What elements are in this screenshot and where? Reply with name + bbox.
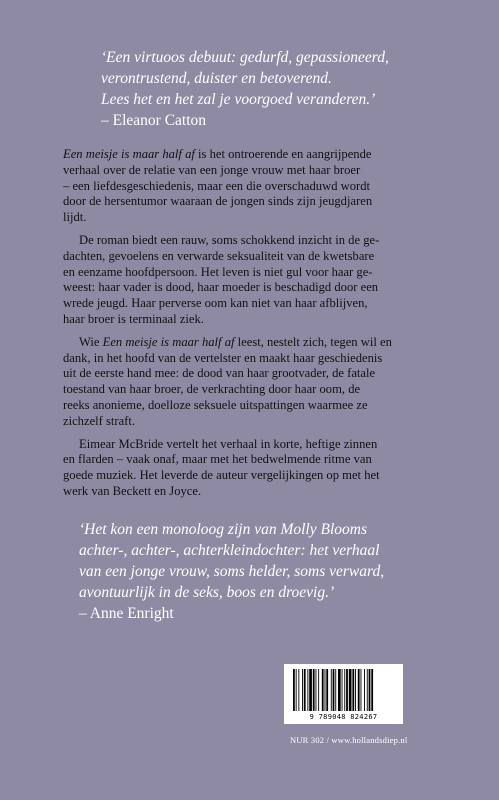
- quote-attribution: – Eleanor Catton: [101, 112, 207, 129]
- barcode-bar: [296, 669, 297, 711]
- publisher-footer: NUR 302 / www.hollandsdiep.nl: [290, 735, 408, 745]
- barcode-bar: [338, 669, 341, 711]
- top-review-quote: [101, 47, 389, 131]
- barcode-bar: [355, 669, 356, 711]
- blurb-line: werk van Beckett en Joyce.: [63, 483, 202, 498]
- barcode-bar: [304, 669, 306, 711]
- barcode-bar: [331, 669, 332, 711]
- blurb-line: Wie: [79, 334, 103, 349]
- barcode-bar: [313, 669, 315, 711]
- quote-line: ‘Het kon een monoloog zijn van Molly Blooms: [79, 521, 367, 538]
- blurb-line: leest, nestelt zich, tegen wil en: [234, 334, 392, 349]
- book-title: Een meisje is maar half af: [102, 334, 235, 349]
- blurb-line: en flarden – vaak onaf, maar met het bedwelmende ritme van: [63, 452, 372, 467]
- book-title: Een meisje is maar half af: [63, 147, 195, 161]
- isbn-number: 9 789048 824267: [309, 713, 378, 721]
- blurb-line: De roman biedt een rauw, soms schokkend inzicht in de ge-: [79, 232, 380, 247]
- barcode-bar: [326, 669, 328, 711]
- barcode-bar: [349, 669, 352, 711]
- barcode-bar: [364, 669, 365, 711]
- blurb-line: haar broer is terminaal ziek.: [63, 311, 204, 326]
- barcode-bar: [322, 669, 324, 711]
- quote-line: verontrustend, duister en betoverend.: [101, 70, 332, 87]
- blurb-body: [63, 147, 441, 507]
- barcode-bar: [371, 669, 373, 711]
- quote-line: avontuurlijk in de seks, boos en droevig.’: [79, 584, 335, 601]
- isbn-barcode: [284, 664, 403, 724]
- quote-attribution: – Anne Enright: [79, 605, 174, 622]
- blurb-line: uit de eerste hand mee: de dood van haar grootvader, de fatale: [63, 366, 376, 381]
- barcode-bar: [307, 669, 308, 711]
- barcode-bar: [358, 669, 360, 711]
- barcode-bar: [333, 669, 335, 711]
- blurb-paragraph-2: [63, 233, 441, 328]
- blurb-line: door de hersentumor waaraan de jongen sinds zijn jeugdjaren: [63, 194, 373, 209]
- barcode-bar: [361, 669, 362, 711]
- barcode-bar: [309, 669, 312, 711]
- quote-line: achter-, achter-, achterkleindochter: het verhaal: [79, 542, 380, 559]
- barcode-bar: [342, 669, 343, 711]
- barcode-bar: [352, 669, 354, 711]
- blurb-line: toestand van haar broer, de verkrachting door haar oom, de: [63, 382, 361, 397]
- barcode-bar: [346, 669, 348, 711]
- barcode-bar: [367, 669, 368, 711]
- barcode-bar: [293, 669, 295, 711]
- blurb-line: lijdt.: [63, 210, 87, 225]
- blurb-line: wrede jeugd. Haar perverse oom kan niet van haar afblijven,: [63, 296, 368, 311]
- blurb-line: zichzelf straft.: [63, 413, 136, 428]
- barcode-bar: [302, 669, 303, 711]
- quote-line: Lees het en het zal je voorgoed veranderen.’: [101, 91, 376, 108]
- barcode-bar: [369, 669, 371, 711]
- quote-line: van een jonge vrouw, soms helder, soms verward,: [79, 563, 385, 580]
- blurb-paragraph-1: [63, 147, 441, 226]
- blurb-paragraph-3: [63, 335, 441, 430]
- blurb-line: reeks anonieme, doelloze seksuele uitspattingen waarmee ze: [63, 397, 368, 412]
- blurb-line: Eimear McBride vertelt het verhaal in korte, heftige zinnen: [79, 436, 378, 451]
- blurb-line: weest: haar vader is dood, haar moeder is beschadigd door een: [63, 280, 379, 295]
- barcode-bar: [316, 669, 317, 711]
- barcode-bar: [344, 669, 345, 711]
- quote-line: ‘Een virtuoos debuut: gedurfd, gepassioneerd,: [101, 49, 389, 66]
- blurb-line: verhaal over de relatie van een jonge vrouw met haar broer: [63, 162, 361, 177]
- blurb-line: – een liefdesgeschiedenis, maar een die overschaduwd wordt: [63, 178, 371, 193]
- barcode-bar: [298, 669, 299, 711]
- barcode-bar: [318, 669, 319, 711]
- blurb-line: en eenzame hoofdpersoon. Het leven is niet gul voor haar ge-: [63, 264, 373, 279]
- blurb-line: is het ontroerende en aangrijpende: [194, 147, 372, 161]
- blurb-line: goede muziek. Het leverde de auteur vergelijkingen op met het: [63, 468, 380, 483]
- barcode-bars: [292, 669, 395, 711]
- bottom-review-quote: [79, 519, 384, 624]
- blurb-line: dachten, gevoelens en verwarde seksualiteit van de kwetsbare: [63, 248, 375, 263]
- blurb-line: dank, in het hoofd van de vertelster en maakt haar geschiedenis: [63, 350, 383, 365]
- blurb-paragraph-4: [63, 437, 441, 500]
- barcode-bar: [335, 669, 336, 711]
- barcode-bar: [325, 669, 326, 711]
